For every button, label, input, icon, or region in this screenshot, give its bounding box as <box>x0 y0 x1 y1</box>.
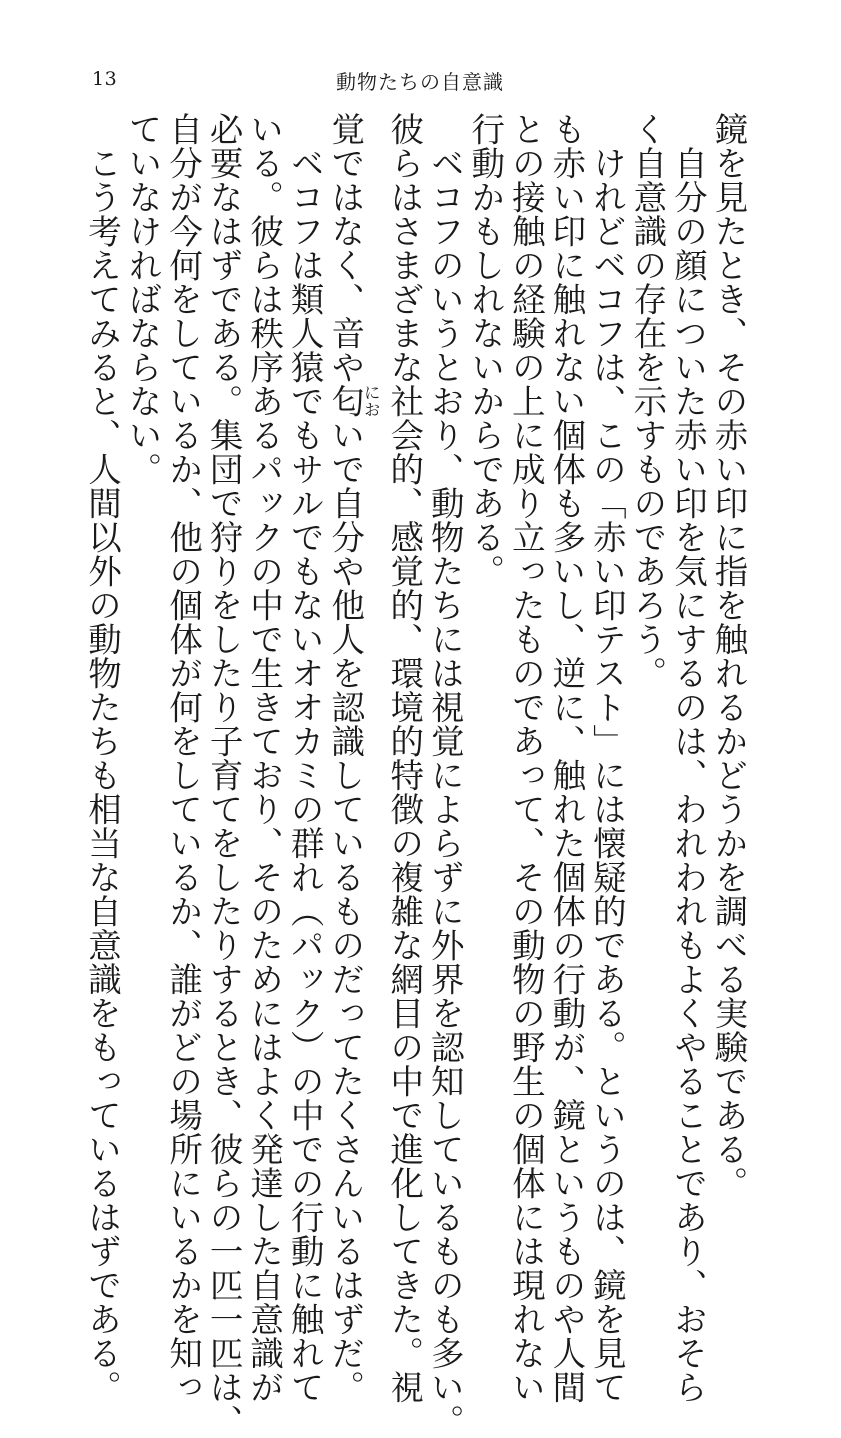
ruby-annotation <box>325 383 382 419</box>
page-number: 13 <box>92 68 118 90</box>
text-segment: 覚ではなく、音や <box>325 112 365 384</box>
text-line: ベコフのいうとおり、動物たちには視覚によらずに外界を認知しているものも多い。 <box>425 112 465 1438</box>
text-line: 行動かもしれないからである。 <box>465 112 505 588</box>
body-text <box>82 112 748 1438</box>
ruby-reading: にお <box>361 383 382 419</box>
text-line-with-ruby <box>325 112 382 1404</box>
text-line: こう考えてみると、人間以外の動物たちも相当な自意識をもっているはずである。 <box>82 112 122 1404</box>
text-line: いる。彼らは秩序あるパックの中で生きており、そのためにはよく発達した自意識が <box>244 112 284 1404</box>
text-line: 鏡を見たとき、その赤い印に指を触れるかどうかを調べる実験である。 <box>708 112 748 1200</box>
text-line: けれどベコフは、この「赤い印テスト」には懐疑的である。というのは、鏡を見て <box>587 112 627 1404</box>
text-line: く自意識の存在を示すものであろう。 <box>627 112 667 690</box>
text-line: 必要なはずである。集団で狩りをしたり子育てをしたりするとき、彼らの一匹一匹は、 <box>204 112 244 1438</box>
text-line: ベコフは類人猿でもサルでもないオオカミの群れ（パック）の中での行動に触れて <box>285 112 325 1404</box>
text-line: との接触の経験の上に成り立ったものであって、その動物の野生の個体には現れない <box>506 112 546 1404</box>
text-line: 彼らはさまざまな社会的、感覚的、環境的特徴の複雑な網目の中で進化してきた。視 <box>384 112 424 1404</box>
text-segment: いで自分や他人を認識しているものだってたくさんいるはずだ。 <box>325 418 365 1404</box>
text-line: 自分の顔についた赤い印を気にするのは、われわれもよくやることであり、おそら <box>668 112 708 1404</box>
ruby-base: 匂 <box>325 383 365 419</box>
text-line: 自分が今何をしているか、他の個体が何をしているか、誰がどの場所にいるかを知っ <box>163 112 203 1404</box>
text-line: も赤い印に触れない個体も多いし、逆に、触れた個体の行動が、鏡というものや人間 <box>546 112 586 1404</box>
text-line: ていなければならない。 <box>123 112 163 486</box>
running-title: 動物たちの自意識 <box>336 70 504 94</box>
